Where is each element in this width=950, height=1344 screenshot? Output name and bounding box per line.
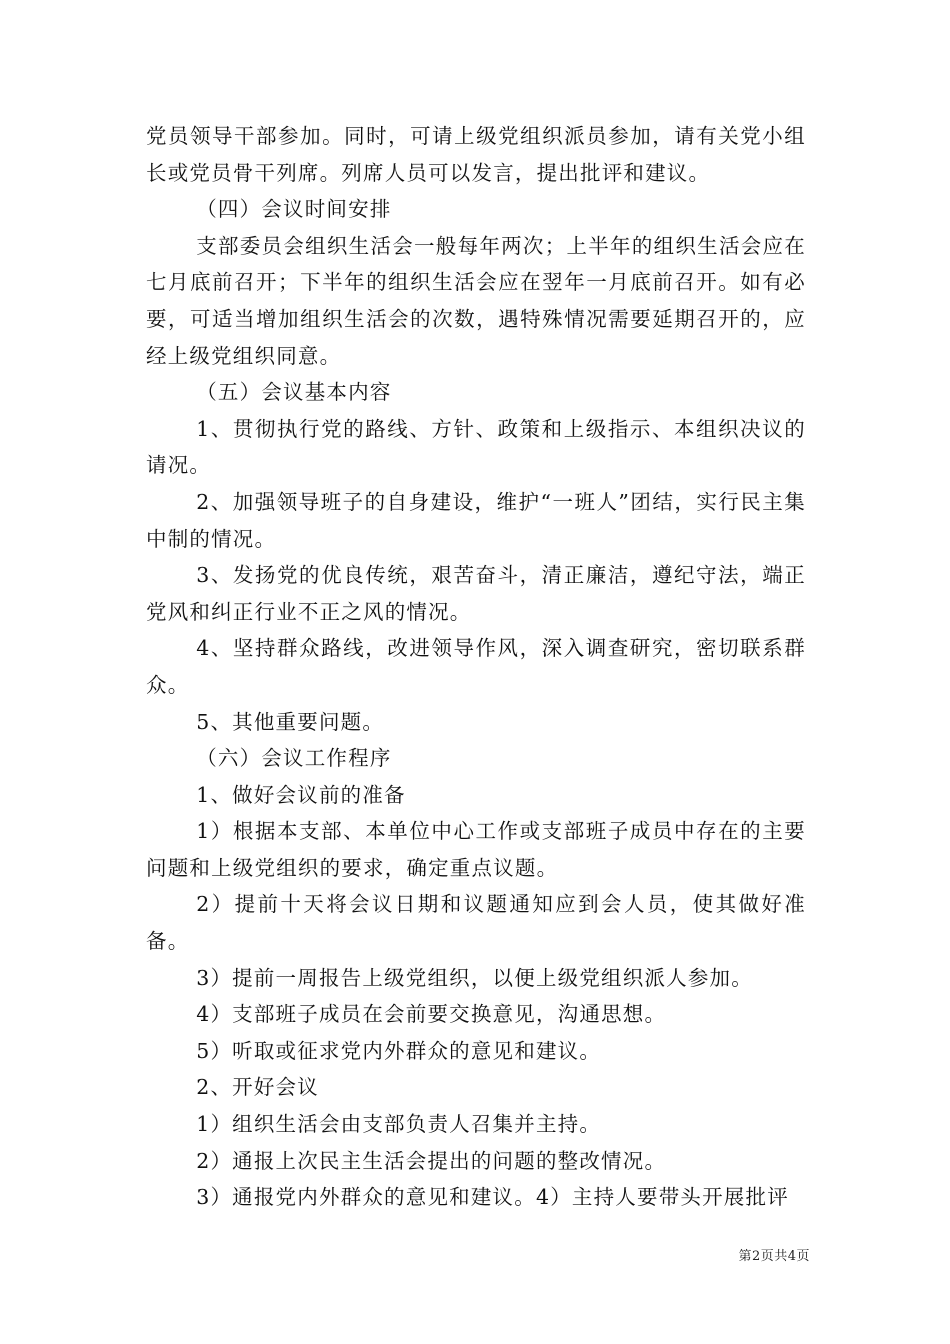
content-item-4: 4、坚持群众路线，改进领导作风，深入调查研究，密切联系群众。 xyxy=(146,636,806,697)
section-heading-meeting-content: （五）会议基本内容 xyxy=(196,380,392,405)
procedure-prep-item-3: 3）提前一周报告上级党组织，以便上级党组织派人参加。 xyxy=(196,965,753,990)
procedure-prep-item-2: 2）提前十天将会议日期和议题通知应到会人员，使其做好准备。 xyxy=(146,892,806,954)
procedure-prep-item-5: 5）听取或征求党内外群众的意见和建议。 xyxy=(196,1038,602,1063)
section-heading-procedure: （六）会议工作程序 xyxy=(196,746,392,771)
procedure-prep-item-4: 4）支部班子成员在会前要交换意见，沟通思想。 xyxy=(196,1002,667,1027)
paragraph-meeting-schedule: 支部委员会组织生活会一般每年两次；上半年的组织生活会应在七月底前召开；下半年的组织生活会应在翌年一月底前召开。如有必要，可适当增加组织生活会的次数，遇特殊情况需要延期召开的，应经上级党组织同意。 xyxy=(146,233,806,368)
section-heading-meeting-schedule: （四）会议时间安排 xyxy=(196,197,392,222)
page-number-footer: 第2页共4页 xyxy=(738,1249,810,1264)
procedure-step-1-heading: 1、做好会议前的准备 xyxy=(196,782,406,807)
procedure-meeting-item-1: 1）组织生活会由支部负责人召集并主持。 xyxy=(196,1112,602,1137)
paragraph-1: 党员领导干部参加。同时，可请上级党组织派员参加，请有关党小组长或党员骨干列席。列席人员可以发言，提出批评和建议。 xyxy=(146,124,806,185)
procedure-prep-item-1: 1）根据本支部、本单位中心工作或支部班子成员中存在的主要问题和上级党组织的要求，确定重点议题。 xyxy=(146,819,806,880)
procedure-step-2-heading: 2、开好会议 xyxy=(196,1075,319,1100)
content-item-1: 1、贯彻执行党的路线、方针、政策和上级指示、本组织决议的请况。 xyxy=(146,416,806,478)
content-item-2: 2、加强领导班子的自身建设，维护“一班人”团结，实行民主集中制的情况。 xyxy=(146,489,806,551)
document-body xyxy=(146,118,806,1216)
procedure-meeting-item-2: 2）通报上次民主生活会提出的问题的整改情况。 xyxy=(196,1148,667,1173)
content-item-3: 3、发扬党的优良传统，艰苦奋斗，清正廉洁，遵纪守法，端正党风和纠正行业不正之风的情况。 xyxy=(146,563,806,624)
procedure-meeting-item-3: 3）通报党内外群众的意见和建议。4）主持人要带头开展批评 xyxy=(196,1185,789,1210)
content-item-5: 5、其他重要问题。 xyxy=(196,709,385,734)
